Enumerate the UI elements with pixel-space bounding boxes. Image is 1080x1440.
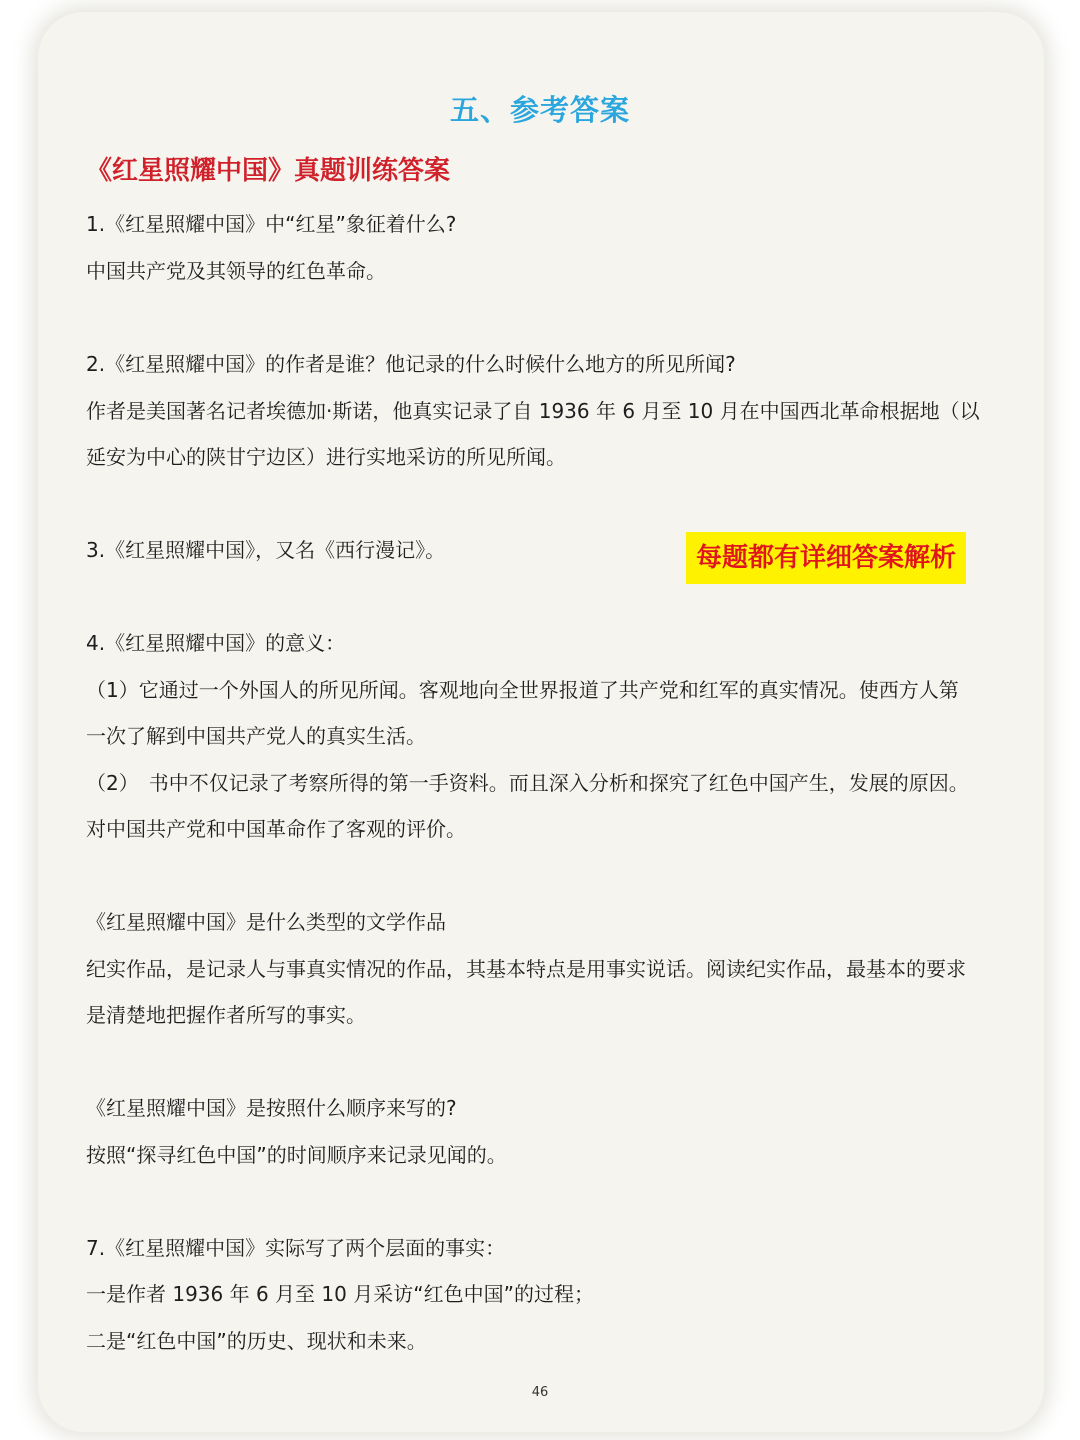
question-3: 3.《红星照耀中国》，又名《西行漫记》。 <box>86 538 446 562</box>
answer-7-line-1: 一是作者 1936 年 6 月至 10 月采访“红色中国”的过程； <box>86 1282 594 1306</box>
question-2: 2.《红星照耀中国》的作者是谁？他记录的什么时候什么地方的所见所闻? <box>86 352 736 376</box>
question-4: 4.《红星照耀中国》的意义： <box>86 631 346 655</box>
highlight-banner: 每题都有详细答案解析 <box>686 532 966 584</box>
answer-4-line-1: （1）它通过一个外国人的所见所闻。客观地向全世界报道了共产党和红军的真实情况。使西方人第 <box>86 678 959 702</box>
answer-2-line-1: 作者是美国著名记者埃德加·斯诺，他真实记录了自 1936 年 6 月至 10 月在中国西北革命根据地（以 <box>86 399 980 423</box>
answer-5-line-1: 纪实作品，是记录人与事真实情况的作品，其基本特点是用事实说话。阅读纪实作品，最基本的要求 <box>86 957 966 981</box>
answer-4-line-3: （2） 书中不仅记录了考察所得的第一手资料。而且深入分析和探究了红色中国产生，发展的原因。 <box>86 771 969 795</box>
answer-2-line-2: 延安为中心的陕甘宁边区）进行实地采访的所见所闻。 <box>86 445 566 469</box>
section-subtitle: 《红星照耀中国》真题训练答案 <box>86 156 451 186</box>
question-6: 《红星照耀中国》是按照什么顺序来写的? <box>86 1096 457 1120</box>
answer-7-line-2: 二是“红色中国”的历史、现状和未来。 <box>86 1329 427 1353</box>
answer-4-line-4: 对中国共产党和中国革命作了客观的评价。 <box>86 817 466 841</box>
question-5: 《红星照耀中国》是什么类型的文学作品 <box>86 910 446 934</box>
question-1: 1.《红星照耀中国》中“红星”象征着什么? <box>86 212 457 236</box>
page-number: 46 <box>531 1385 549 1400</box>
answer-1: 中国共产党及其领导的红色革命。 <box>86 259 386 283</box>
answer-5-line-2: 是清楚地把握作者所写的事实。 <box>86 1003 366 1027</box>
section-title: 五、参考答案 <box>449 93 630 127</box>
question-7: 7.《红星照耀中国》实际写了两个层面的事实： <box>86 1236 506 1260</box>
answer-4-line-2: 一次了解到中国共产党人的真实生活。 <box>86 724 426 748</box>
answer-6: 按照“探寻红色中国”的时间顺序来记录见闻的。 <box>86 1143 507 1167</box>
